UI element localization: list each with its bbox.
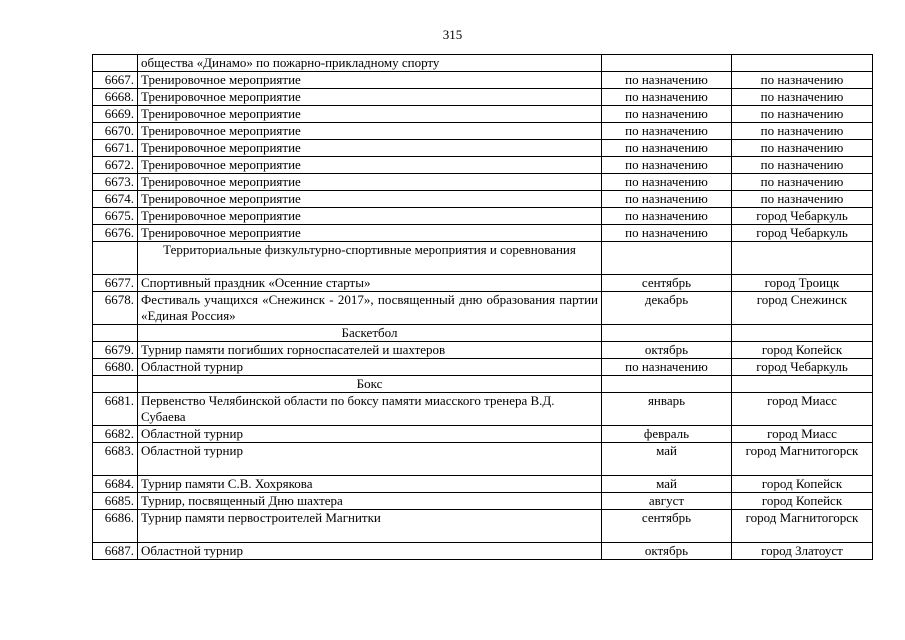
section-title: Баскетбол bbox=[138, 325, 602, 342]
event-name-cell: Первенство Челябинской области по боксу памяти миасского тренера В.Д. Субаева bbox=[138, 393, 602, 426]
table-row bbox=[93, 157, 873, 174]
place-cell: город Златоуст bbox=[732, 543, 873, 560]
section-row bbox=[93, 242, 873, 275]
place-cell: город Чебаркуль bbox=[732, 359, 873, 376]
date-cell: май bbox=[602, 443, 732, 476]
place-cell: город Снежинск bbox=[732, 292, 873, 325]
date-cell: сентябрь bbox=[602, 510, 732, 543]
table-row bbox=[93, 55, 873, 72]
date-cell: октябрь bbox=[602, 342, 732, 359]
table-row bbox=[93, 292, 873, 325]
date-cell: по назначению bbox=[602, 359, 732, 376]
table-row bbox=[93, 208, 873, 225]
table-row bbox=[93, 443, 873, 476]
place-cell: город Магнитогорск bbox=[732, 510, 873, 543]
event-name-cell: Тренировочное мероприятие bbox=[138, 208, 602, 225]
table-row bbox=[93, 359, 873, 376]
event-name-cell: Тренировочное мероприятие bbox=[138, 140, 602, 157]
table-row bbox=[93, 123, 873, 140]
event-name-cell: Областной турнир bbox=[138, 543, 602, 560]
table-row bbox=[93, 493, 873, 510]
table-row bbox=[93, 275, 873, 292]
number-cell: 6674. bbox=[93, 191, 138, 208]
place-cell: по назначению bbox=[732, 106, 873, 123]
date-cell bbox=[602, 376, 732, 393]
place-cell: город Миасс bbox=[732, 393, 873, 426]
date-cell: по назначению bbox=[602, 191, 732, 208]
section-title: Территориальные физкультурно-спортивные мероприятия и соревнования bbox=[138, 242, 602, 275]
event-name-cell: Турнир памяти погибших горноспасателей и шахтеров bbox=[138, 342, 602, 359]
event-name-cell: Турнир памяти первостроителей Магнитки bbox=[138, 510, 602, 543]
date-cell: сентябрь bbox=[602, 275, 732, 292]
number-cell: 6686. bbox=[93, 510, 138, 543]
number-cell: 6680. bbox=[93, 359, 138, 376]
date-cell: май bbox=[602, 476, 732, 493]
page-number: 315 bbox=[442, 27, 463, 42]
table-row bbox=[93, 140, 873, 157]
date-cell: декабрь bbox=[602, 292, 732, 325]
place-cell: город Троицк bbox=[732, 275, 873, 292]
table-row bbox=[93, 191, 873, 208]
number-cell: 6678. bbox=[93, 292, 138, 325]
event-name-cell: Областной турнир bbox=[138, 359, 602, 376]
table-row bbox=[93, 393, 873, 426]
events-table-body bbox=[93, 55, 873, 560]
event-name-cell: общества «Динамо» по пожарно-прикладному спорту bbox=[138, 55, 602, 72]
date-cell bbox=[602, 242, 732, 275]
place-cell: город Чебаркуль bbox=[732, 208, 873, 225]
place-cell: по назначению bbox=[732, 191, 873, 208]
number-cell: 6684. bbox=[93, 476, 138, 493]
date-cell: по назначению bbox=[602, 174, 732, 191]
place-cell: по назначению bbox=[732, 123, 873, 140]
place-cell: по назначению bbox=[732, 174, 873, 191]
table-row bbox=[93, 72, 873, 89]
table-row bbox=[93, 342, 873, 359]
place-cell: город Магнитогорск bbox=[732, 443, 873, 476]
number-cell: 6681. bbox=[93, 393, 138, 426]
event-name-cell: Тренировочное мероприятие bbox=[138, 72, 602, 89]
place-cell bbox=[732, 55, 873, 72]
table-row bbox=[93, 510, 873, 543]
number-cell: 6683. bbox=[93, 443, 138, 476]
date-cell: октябрь bbox=[602, 543, 732, 560]
number-cell: 6669. bbox=[93, 106, 138, 123]
number-cell bbox=[93, 376, 138, 393]
date-cell: по назначению bbox=[602, 72, 732, 89]
table-row bbox=[93, 543, 873, 560]
date-cell: август bbox=[602, 493, 732, 510]
date-cell: февраль bbox=[602, 426, 732, 443]
place-cell bbox=[732, 242, 873, 275]
date-cell bbox=[602, 55, 732, 72]
number-cell: 6676. bbox=[93, 225, 138, 242]
event-name-cell: Тренировочное мероприятие bbox=[138, 123, 602, 140]
number-cell: 6667. bbox=[93, 72, 138, 89]
event-name-cell: Тренировочное мероприятие bbox=[138, 157, 602, 174]
event-name-cell: Тренировочное мероприятие bbox=[138, 89, 602, 106]
date-cell: по назначению bbox=[602, 140, 732, 157]
event-name-cell: Турнир памяти С.В. Хохрякова bbox=[138, 476, 602, 493]
number-cell: 6682. bbox=[93, 426, 138, 443]
section-row bbox=[93, 376, 873, 393]
date-cell: по назначению bbox=[602, 123, 732, 140]
table-row bbox=[93, 89, 873, 106]
date-cell: по назначению bbox=[602, 89, 732, 106]
table-row bbox=[93, 476, 873, 493]
place-cell: по назначению bbox=[732, 72, 873, 89]
section-row bbox=[93, 325, 873, 342]
number-cell: 6668. bbox=[93, 89, 138, 106]
number-cell bbox=[93, 325, 138, 342]
date-cell bbox=[602, 325, 732, 342]
place-cell: город Копейск bbox=[732, 342, 873, 359]
number-cell: 6685. bbox=[93, 493, 138, 510]
events-table bbox=[92, 54, 873, 560]
event-name-cell: Тренировочное мероприятие bbox=[138, 106, 602, 123]
event-name-cell: Областной турнир bbox=[138, 443, 602, 476]
date-cell: по назначению bbox=[602, 157, 732, 174]
place-cell: город Миасс bbox=[732, 426, 873, 443]
event-name-cell: Тренировочное мероприятие bbox=[138, 174, 602, 191]
place-cell: город Копейск bbox=[732, 493, 873, 510]
date-cell: по назначению bbox=[602, 225, 732, 242]
section-title: Бокс bbox=[138, 376, 602, 393]
place-cell bbox=[732, 376, 873, 393]
event-name-cell: Фестиваль учащихся «Снежинск - 2017», посвященный дню образования партии «Единая Россия» bbox=[138, 292, 602, 325]
event-name-cell: Тренировочное мероприятие bbox=[138, 225, 602, 242]
event-name-cell: Турнир, посвященный Дню шахтера bbox=[138, 493, 602, 510]
table-row bbox=[93, 106, 873, 123]
event-name-cell: Спортивный праздник «Осенние старты» bbox=[138, 275, 602, 292]
table-row bbox=[93, 174, 873, 191]
place-cell: по назначению bbox=[732, 140, 873, 157]
place-cell: по назначению bbox=[732, 89, 873, 106]
number-cell: 6675. bbox=[93, 208, 138, 225]
date-cell: по назначению bbox=[602, 208, 732, 225]
date-cell: по назначению bbox=[602, 106, 732, 123]
date-cell: январь bbox=[602, 393, 732, 426]
place-cell: город Чебаркуль bbox=[732, 225, 873, 242]
number-cell: 6672. bbox=[93, 157, 138, 174]
event-name-cell: Областной турнир bbox=[138, 426, 602, 443]
number-cell: 6670. bbox=[93, 123, 138, 140]
event-name-cell: Тренировочное мероприятие bbox=[138, 191, 602, 208]
number-cell: 6673. bbox=[93, 174, 138, 191]
place-cell bbox=[732, 325, 873, 342]
place-cell: город Копейск bbox=[732, 476, 873, 493]
place-cell: по назначению bbox=[732, 157, 873, 174]
number-cell bbox=[93, 242, 138, 275]
number-cell: 6671. bbox=[93, 140, 138, 157]
number-cell: 6687. bbox=[93, 543, 138, 560]
number-cell bbox=[93, 55, 138, 72]
table-row bbox=[93, 426, 873, 443]
number-cell: 6677. bbox=[93, 275, 138, 292]
table-row bbox=[93, 225, 873, 242]
number-cell: 6679. bbox=[93, 342, 138, 359]
